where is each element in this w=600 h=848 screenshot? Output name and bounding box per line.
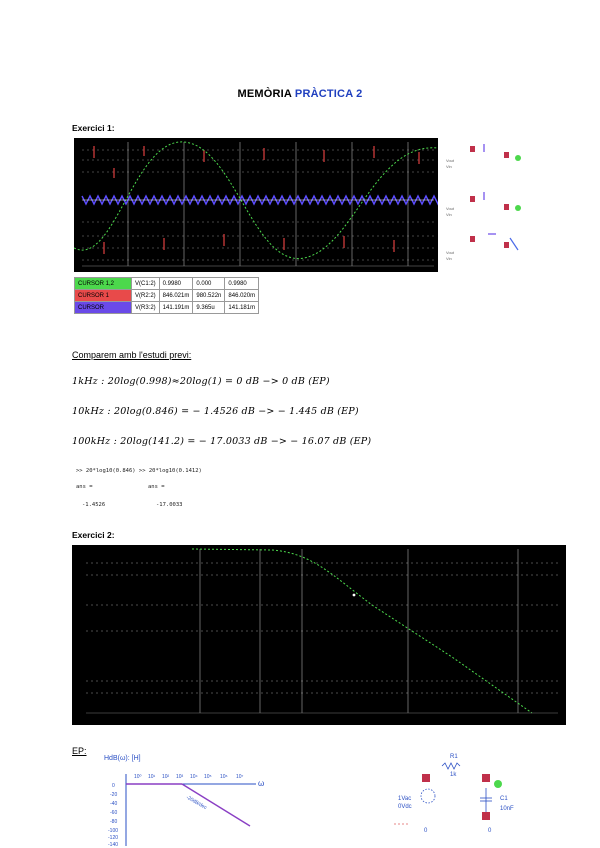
cursor-signal: V(R3:2)	[132, 302, 160, 314]
circuit-r-value: 1k	[450, 772, 457, 778]
title-main: MEMÒRIA	[237, 88, 292, 100]
ep-x-tick: 10⁶	[220, 774, 228, 780]
circuit-gnd-2: 0	[488, 828, 492, 834]
svg-text:Vin: Vin	[446, 212, 452, 217]
equation-10khz: 10kHz : 20log(0.846) = − 1.4526 dB −> − 1.445 dB (EP)	[72, 406, 359, 417]
cursor-label[interactable]: CURSOR 1	[75, 290, 132, 302]
equation-100khz: 100kHz : 20log(141.2) = − 17.0033 dB −> − 16.07 dB (EP)	[72, 436, 372, 447]
title-accent: PRÀCTICA 2	[294, 88, 363, 100]
ep-x-tick: 10⁰	[134, 774, 142, 780]
matlab-ans-label-1: ans =	[76, 484, 93, 490]
circuit-gnd-1: 0	[424, 828, 428, 834]
circuit-src-dc: 0Vdc	[398, 804, 412, 810]
exercise-1-heading: Exercici 1:	[72, 123, 115, 133]
ep-x-tick: 10⁷	[236, 774, 244, 780]
cursor-value-1: 0.9980	[159, 278, 193, 290]
ep-y-tick: -120	[108, 835, 119, 841]
ep-y-tick: -140	[108, 842, 119, 846]
cursor-signal: V(C1:2)	[132, 278, 160, 290]
cursor-value-2: 0.000	[193, 278, 225, 290]
ep-y-tick: -20	[110, 792, 118, 798]
ep-y-tick: 0	[112, 783, 115, 789]
svg-text:Vout: Vout	[446, 206, 455, 211]
svg-text:Vout: Vout	[446, 158, 455, 163]
cursor-value-3: 141.181m	[225, 302, 259, 314]
cursor-value-3: 0.9980	[225, 278, 259, 290]
bode-plot-ex2	[72, 545, 566, 725]
circuit-r-name: R1	[450, 754, 458, 760]
cursor-value-1: 846.021m	[159, 290, 193, 302]
matlab-command: >> 20*log10(0.846) >> 20*log10(0.1412)	[76, 468, 202, 474]
ep-y-tick: -60	[110, 810, 118, 816]
equation-1khz: 1kHz : 20log(0.998)≈20log(1) = 0 dB −> 0 dB (EP)	[72, 376, 330, 387]
cursor-table	[74, 277, 259, 314]
ep-y-tick: -100	[108, 828, 119, 834]
ep-x-tick: 10¹	[148, 774, 156, 780]
cursor-row	[75, 290, 259, 302]
cursor-value-3: 846.020m	[225, 290, 259, 302]
cursor-value-1: 141.191m	[159, 302, 193, 314]
circuit-src-ac: 1Vac	[398, 796, 412, 802]
ep-label: EP:	[72, 746, 87, 756]
ep-slope-label: -20dB/dec	[185, 794, 208, 812]
ep-plot-title: HdB(ω): [H]	[104, 755, 141, 762]
matlab-ans-label-2: ans =	[148, 484, 165, 490]
ep-y-tick: -40	[110, 801, 118, 807]
circuit-c-value: 10nF	[500, 806, 514, 812]
svg-text:Vin: Vin	[446, 256, 452, 261]
oscilloscope-plot-ex1	[74, 138, 438, 272]
cursor-value-2: 980.522n	[193, 290, 225, 302]
ep-x-tick: 10⁵	[204, 774, 212, 780]
cursor-signal: V(R2:2)	[132, 290, 160, 302]
matlab-ans-1: -1.4526	[82, 502, 106, 508]
ep-axis-x: ω	[258, 779, 265, 788]
circuit-thumbnails-ex1	[444, 138, 534, 268]
cursor-row	[75, 302, 259, 314]
ep-circuit-schematic	[380, 748, 530, 844]
ep-bode-sketch	[86, 750, 276, 846]
ep-x-tick: 10⁴	[190, 774, 198, 780]
compare-heading: Comparem amb l'estudi previ:	[72, 350, 192, 360]
ep-x-tick: 10²	[162, 774, 170, 780]
cursor-row	[75, 278, 259, 290]
page-title	[0, 88, 600, 100]
ep-y-tick: -80	[110, 819, 118, 825]
circuit-c-name: C1	[500, 796, 508, 802]
matlab-ans-2: -17.0033	[156, 502, 183, 508]
cursor-label[interactable]: CURSOR 1,2	[75, 278, 132, 290]
ep-x-tick: 10³	[176, 774, 184, 780]
svg-text:Vout: Vout	[446, 250, 455, 255]
exercise-2-heading: Exercici 2:	[72, 530, 115, 540]
cursor-label[interactable]: CURSOR	[75, 302, 132, 314]
svg-text:Vin: Vin	[446, 164, 452, 169]
cursor-value-2: 9.365u	[193, 302, 225, 314]
